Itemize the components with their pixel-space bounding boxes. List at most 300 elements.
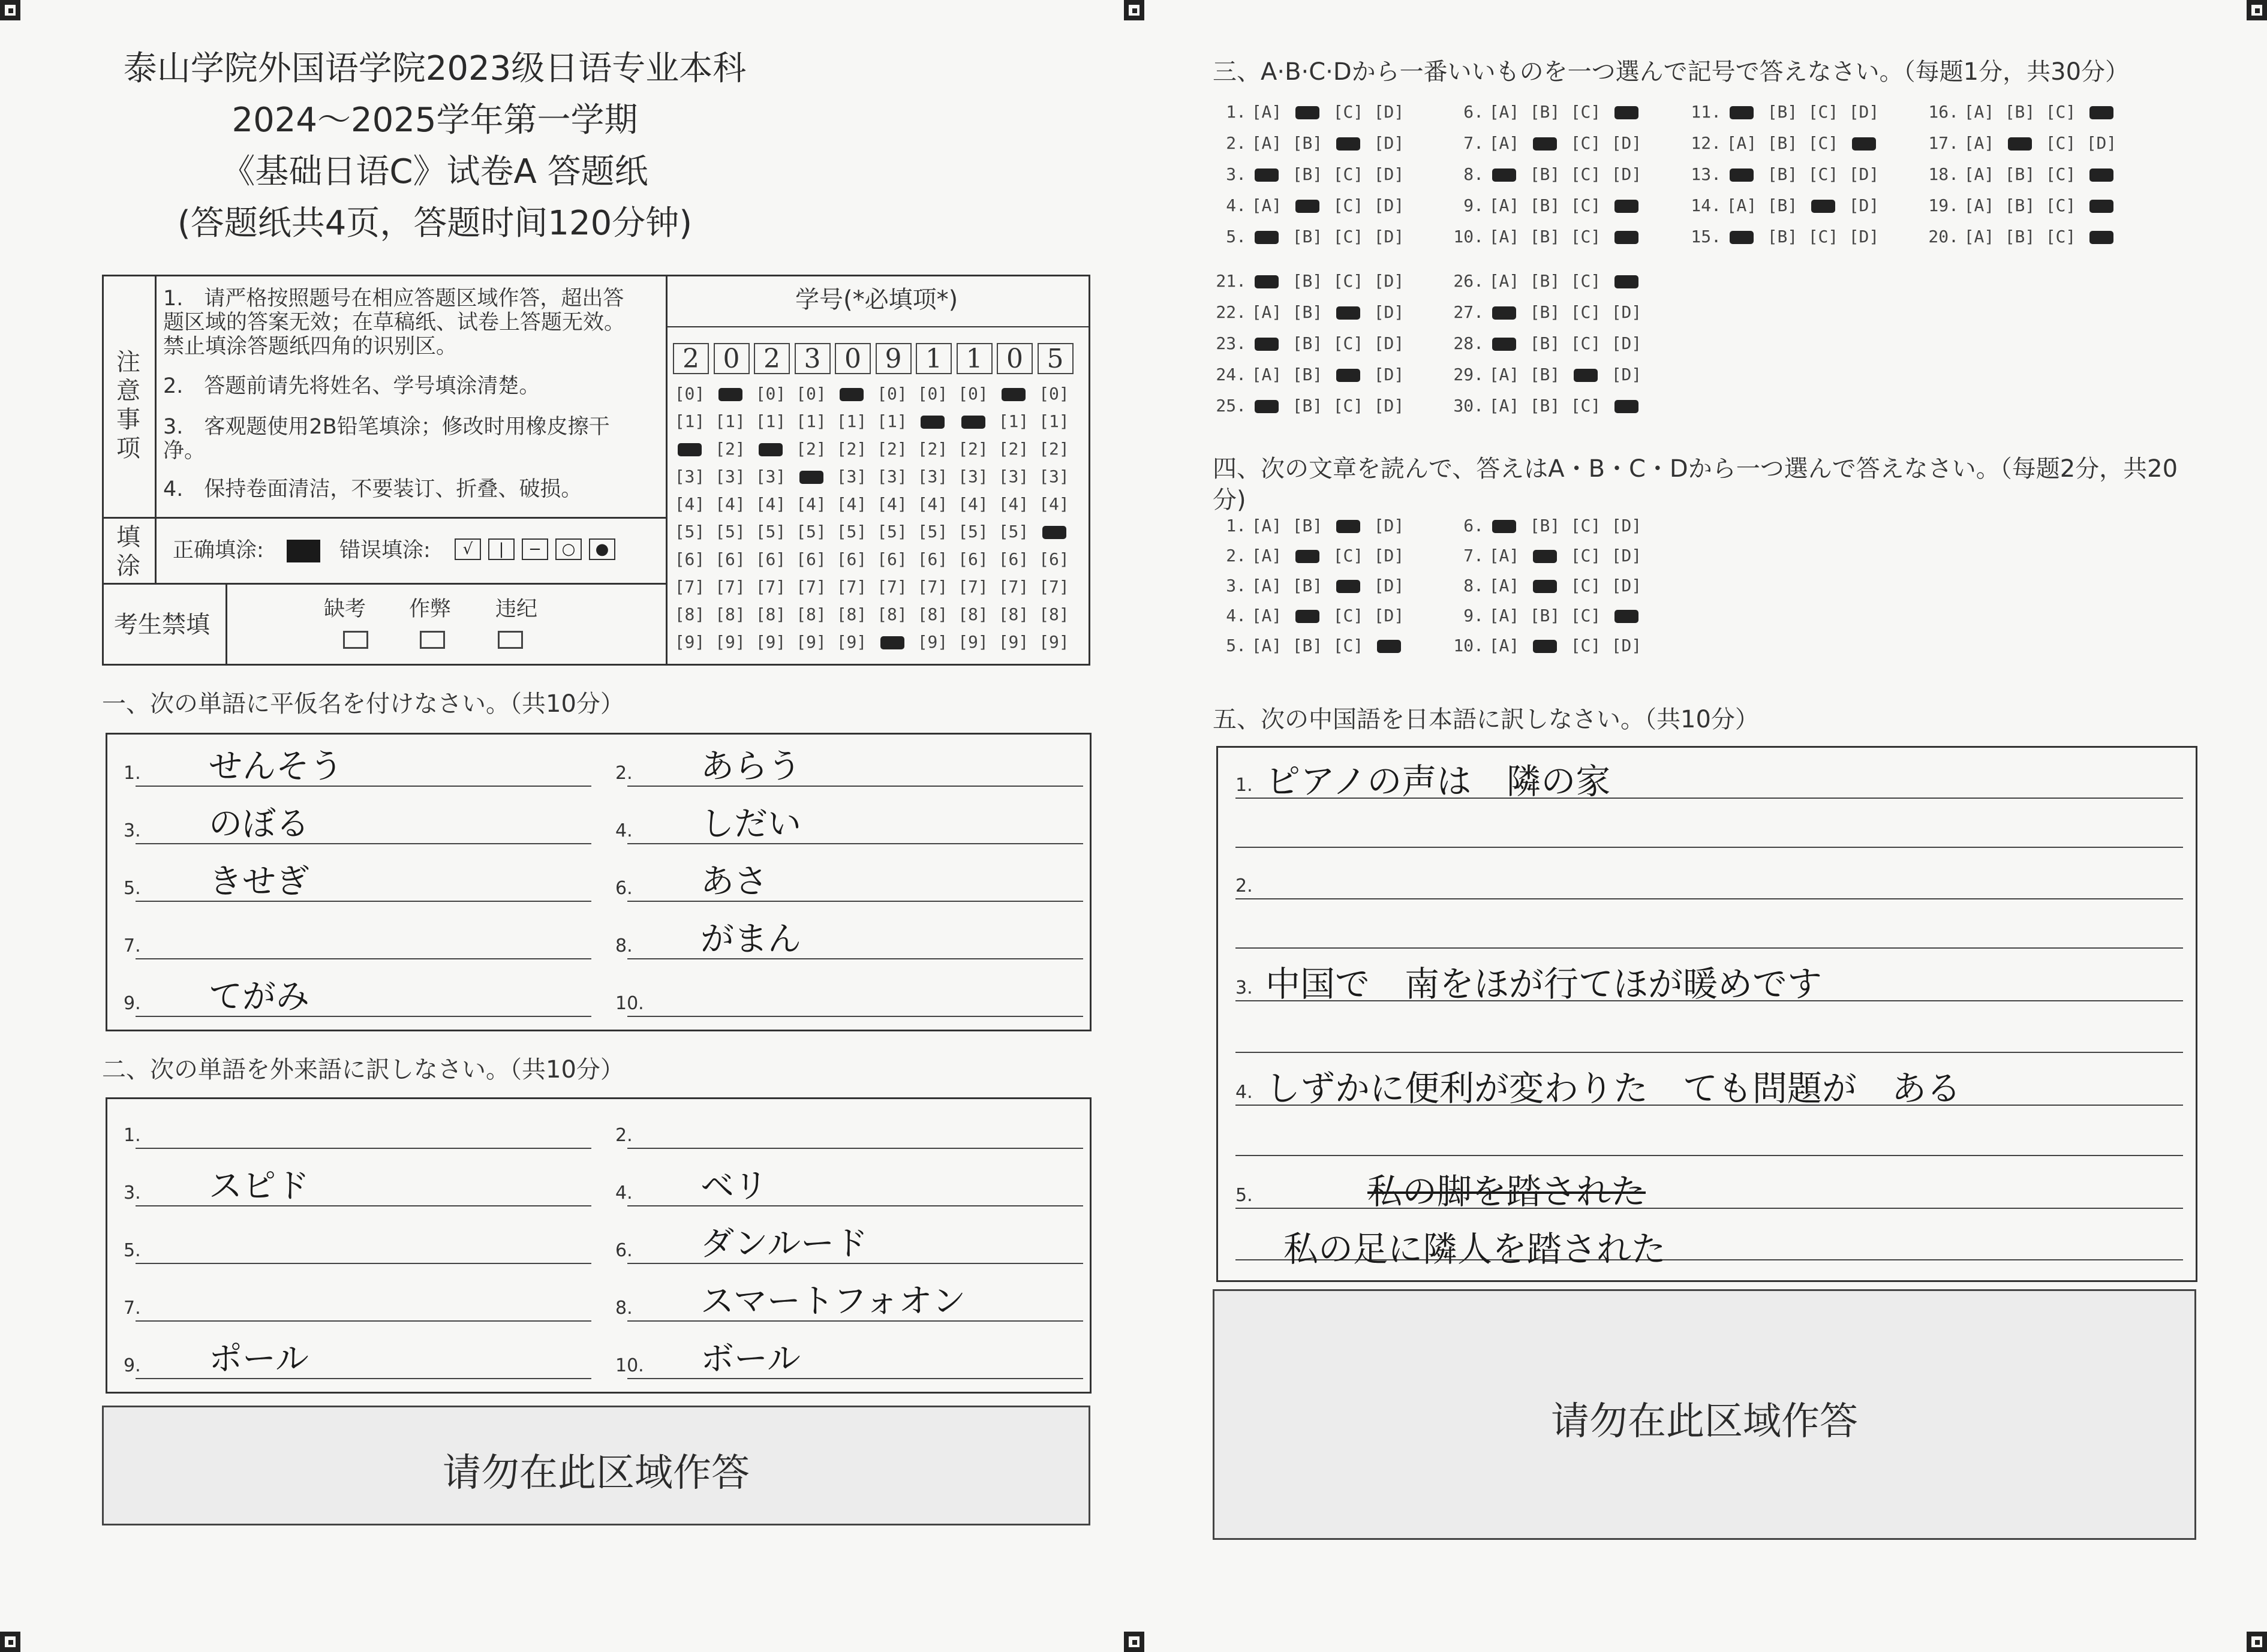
no-answer-zone-left-text: 请勿在此区域作答: [443, 1451, 750, 1495]
fill-label-divider: [155, 517, 157, 583]
student-id-digit: 2: [754, 343, 790, 374]
section1-qnum: 5.: [124, 878, 141, 899]
omr-option[interactable]: [C]: [1333, 606, 1364, 625]
omr-option[interactable]: [C]: [1570, 133, 1601, 153]
no-answer-zone-right: [1213, 1289, 2196, 1540]
section3-qnum: 28.: [1453, 333, 1484, 353]
omr-option[interactable]: [A]: [1964, 133, 1995, 153]
section3-question: [1213, 333, 1409, 353]
omr-filled-option[interactable]: [1803, 195, 1844, 215]
section1-answer: せんそう: [209, 747, 343, 786]
omr-option[interactable]: [B]: [2004, 164, 2036, 184]
omr-option[interactable]: [B]: [1292, 164, 1323, 184]
omr-option[interactable]: [D]: [1373, 365, 1405, 384]
corner-marker-top-center: [1124, 0, 1144, 20]
filled-mark: [1852, 137, 1876, 151]
omr-option[interactable]: [D]: [1848, 102, 1880, 122]
student-id-digit: 1: [916, 343, 952, 374]
omr-filled-option[interactable]: [1565, 365, 1606, 384]
omr-filled-option[interactable]: [1721, 164, 1762, 184]
omr-filled-option[interactable]: [1287, 102, 1328, 122]
omr-filled-option[interactable]: [1525, 576, 1565, 595]
filled-mark: [2008, 137, 2032, 151]
section3-qnum: 18.: [1928, 164, 1959, 184]
omr-option[interactable]: [C]: [2045, 195, 2076, 215]
omr-option[interactable]: [A]: [1489, 102, 1520, 122]
omr-option[interactable]: [C]: [1570, 396, 1601, 416]
omr-option[interactable]: [C]: [1570, 164, 1601, 184]
section3-qnum: 22.: [1216, 302, 1246, 322]
section3-question: [1213, 396, 1409, 416]
omr-option[interactable]: [B]: [1292, 271, 1323, 291]
omr-option[interactable]: [B]: [1529, 164, 1561, 184]
omr-filled-option[interactable]: [2081, 195, 2122, 215]
filled-mark: [1730, 106, 1754, 119]
omr-filled-option[interactable]: [1246, 227, 1287, 246]
omr-filled-option[interactable]: [1606, 195, 1647, 215]
omr-option[interactable]: [C]: [1570, 195, 1601, 215]
omr-option[interactable]: [A]: [1489, 576, 1520, 595]
omr-option[interactable]: [D]: [1373, 102, 1405, 122]
omr-option[interactable]: [C]: [1570, 271, 1601, 291]
omr-option[interactable]: [A]: [1251, 636, 1282, 655]
omr-option[interactable]: [A]: [1251, 195, 1282, 215]
omr-option[interactable]: [C]: [1808, 133, 1839, 153]
omr-option[interactable]: [D]: [1611, 365, 1642, 384]
section3-qnum: 1.: [1226, 102, 1246, 122]
student-id-omr-cell: [2]: [1039, 439, 1069, 459]
section2-title: 二、次の単語を外来語に訳しなさい。（共10分）: [102, 1056, 624, 1084]
section2-answer: ボール: [700, 1340, 801, 1379]
student-id-omr-cell: [3]: [836, 467, 867, 486]
student-id-omr-cell: [6]: [796, 549, 826, 569]
omr-option[interactable]: [A]: [1489, 227, 1520, 246]
omr-option[interactable]: [B]: [2004, 227, 2036, 246]
omr-filled-option[interactable]: [1246, 396, 1287, 416]
student-id-omr-cell: [8]: [1039, 604, 1069, 624]
omr-option[interactable]: [C]: [1570, 102, 1601, 122]
omr-option[interactable]: [A]: [1251, 365, 1282, 384]
section3-question: [1213, 302, 1409, 322]
section2-qnum: 2.: [615, 1125, 633, 1146]
student-id-omr-mark: [1038, 522, 1071, 541]
filled-mark: [1295, 550, 1319, 563]
section1-qnum: 1.: [124, 763, 141, 784]
omr-option[interactable]: [C]: [1570, 606, 1601, 625]
omr-option[interactable]: [C]: [1570, 227, 1601, 246]
omr-filled-option[interactable]: [2081, 164, 2122, 184]
student-id-omr-mark: [754, 439, 787, 459]
omr-option[interactable]: [C]: [1570, 516, 1601, 535]
omr-option[interactable]: [A]: [1489, 365, 1520, 384]
omr-option[interactable]: [B]: [1767, 164, 1798, 184]
omr-option[interactable]: [B]: [1767, 102, 1798, 122]
student-id-omr-cell: [9]: [958, 632, 988, 652]
student-id-omr-cell: [6]: [1039, 549, 1069, 569]
omr-option[interactable]: [C]: [1808, 227, 1839, 246]
notice-divider-bottom: [102, 517, 666, 519]
fill-wrong-label: 错误填涂:: [339, 538, 431, 562]
student-id-omr-cell: [3]: [917, 467, 948, 486]
omr-option[interactable]: [B]: [1292, 576, 1323, 595]
omr-filled-option[interactable]: [1246, 164, 1287, 184]
omr-option[interactable]: [C]: [2045, 102, 2076, 122]
fill-wrong-samples: [455, 538, 623, 560]
omr-filled-option[interactable]: [1369, 636, 1409, 655]
omr-filled-option[interactable]: [1484, 333, 1525, 353]
corner-marker-top-left: [0, 0, 20, 20]
filled-mark: [799, 471, 823, 484]
omr-option[interactable]: [A]: [1964, 164, 1995, 184]
filled-mark: [1614, 275, 1638, 288]
section5-answer-line: [1235, 947, 2183, 949]
omr-filled-option[interactable]: [1721, 102, 1762, 122]
omr-option[interactable]: [A]: [1251, 133, 1282, 153]
omr-filled-option[interactable]: [1606, 271, 1647, 291]
section1-qnum: 4.: [615, 820, 633, 841]
omr-option[interactable]: [D]: [1611, 333, 1642, 353]
filled-mark: [1533, 550, 1557, 563]
omr-option[interactable]: [D]: [1373, 396, 1405, 416]
omr-option[interactable]: [C]: [1570, 302, 1601, 322]
omr-option[interactable]: [A]: [1489, 195, 1520, 215]
omr-option[interactable]: [A]: [1251, 102, 1282, 122]
section4-question: [1450, 606, 1647, 625]
section5-answer: 中国で 南をほが行てほが暖めです: [1265, 964, 1823, 1004]
omr-option[interactable]: [B]: [1292, 365, 1323, 384]
omr-option[interactable]: [D]: [1373, 302, 1405, 322]
omr-option[interactable]: [B]: [1529, 195, 1561, 215]
filled-mark: [1730, 231, 1754, 244]
section3-question: [1450, 365, 1647, 384]
student-id-digit: 5: [1038, 343, 1074, 374]
omr-option[interactable]: [D]: [1373, 576, 1405, 595]
omr-option[interactable]: [C]: [1333, 227, 1364, 246]
student-id-label: 学号(*必填项*): [795, 286, 958, 314]
section3-qnum: 9.: [1463, 195, 1484, 215]
section4-question: [1450, 576, 1647, 595]
omr-filled-option[interactable]: [1525, 133, 1565, 153]
omr-option[interactable]: [C]: [1333, 636, 1364, 655]
omr-option[interactable]: [A]: [1489, 636, 1520, 655]
ban-label: 考生禁填: [114, 611, 210, 639]
student-id-omr-cell: [1]: [998, 411, 1029, 431]
omr-filled-option[interactable]: [1328, 576, 1369, 595]
omr-option[interactable]: [D]: [1373, 333, 1405, 353]
omr-option[interactable]: [D]: [1611, 302, 1642, 322]
section2-answer: スマートフォオン: [700, 1282, 966, 1321]
omr-option[interactable]: [A]: [1251, 516, 1282, 535]
omr-option[interactable]: [A]: [1489, 133, 1520, 153]
section1-qnum: 10.: [615, 993, 644, 1014]
omr-filled-option[interactable]: [1844, 133, 1884, 153]
student-id-omr-cell: [7]: [755, 577, 786, 597]
omr-option[interactable]: [C]: [1570, 636, 1601, 655]
filled-mark: [880, 636, 904, 649]
omr-option[interactable]: [B]: [2004, 102, 2036, 122]
filled-mark: [678, 443, 702, 456]
section1-answer-line: [627, 843, 1083, 844]
omr-option[interactable]: [A]: [1251, 546, 1282, 565]
omr-option[interactable]: [C]: [1333, 271, 1364, 291]
section1-answer-line: [136, 958, 591, 959]
section3-question: [1450, 271, 1647, 291]
omr-filled-option[interactable]: [1606, 227, 1647, 246]
omr-option[interactable]: [C]: [1808, 164, 1839, 184]
omr-option[interactable]: [B]: [1529, 606, 1561, 625]
student-id-label-divider: [668, 326, 1090, 327]
omr-option[interactable]: [B]: [1529, 333, 1561, 353]
omr-option[interactable]: [B]: [1529, 302, 1561, 322]
student-id-omr-cell: [7]: [958, 577, 988, 597]
omr-option[interactable]: [D]: [1373, 606, 1405, 625]
section3-question: [1925, 164, 2122, 184]
student-id-omr-cell: [6]: [877, 549, 907, 569]
omr-filled-option[interactable]: [1606, 606, 1647, 625]
omr-filled-option[interactable]: [1484, 164, 1525, 184]
omr-option[interactable]: [D]: [1848, 164, 1880, 184]
ban-label-divider: [226, 583, 227, 666]
wrong-dash-sample: −: [522, 538, 548, 560]
section1-answer: がまん: [700, 920, 801, 959]
omr-option[interactable]: [D]: [1373, 546, 1405, 565]
omr-option[interactable]: [A]: [1964, 195, 1995, 215]
student-id-omr-cell: [6]: [836, 549, 867, 569]
notice-item-4: 4. 保持卷面清洁，不要装订、折叠、破损。: [163, 477, 582, 501]
ban-checkbox-violation[interactable]: [498, 631, 523, 649]
section3-question: [1688, 164, 1884, 184]
omr-option[interactable]: [B]: [1292, 133, 1323, 153]
section1-qnum: 9.: [124, 993, 141, 1014]
ban-option-absent: 缺考: [324, 597, 366, 621]
omr-option[interactable]: [A]: [1964, 102, 1995, 122]
section2-answer: ベリ: [700, 1167, 768, 1206]
section3-qnum: 3.: [1226, 164, 1246, 184]
wrong-bar-sample: |: [488, 538, 515, 560]
omr-filled-option[interactable]: [1484, 516, 1525, 535]
corner-marker-bottom-left: [0, 1632, 20, 1652]
section1-qnum: 6.: [615, 878, 633, 899]
student-id-omr-cell: [2]: [836, 439, 867, 459]
omr-option[interactable]: [C]: [1333, 333, 1364, 353]
omr-option[interactable]: [D]: [1848, 227, 1880, 246]
filled-mark: [718, 388, 742, 401]
student-id-omr-cell: [8]: [917, 604, 948, 624]
omr-option[interactable]: [A]: [1726, 133, 1757, 153]
omr-filled-option[interactable]: [1328, 365, 1369, 384]
omr-option[interactable]: [B]: [1529, 102, 1561, 122]
omr-option[interactable]: [C]: [2045, 227, 2076, 246]
omr-option[interactable]: [B]: [1292, 302, 1323, 322]
student-id-omr-cell: [5]: [998, 522, 1029, 541]
omr-option[interactable]: [C]: [2045, 164, 2076, 184]
student-id-omr-cell: [3]: [877, 467, 907, 486]
omr-option[interactable]: [B]: [1767, 227, 1798, 246]
student-id-omr-cell: [6]: [998, 549, 1029, 569]
section3-qnum: 7.: [1463, 133, 1484, 153]
omr-option[interactable]: [D]: [1373, 227, 1405, 246]
omr-option[interactable]: [C]: [1808, 102, 1839, 122]
filled-mark: [1614, 200, 1638, 213]
student-id-omr-cell: [4]: [877, 494, 907, 514]
omr-option[interactable]: [A]: [1964, 227, 1995, 246]
omr-option[interactable]: [D]: [1373, 195, 1405, 215]
omr-option[interactable]: [A]: [1489, 546, 1520, 565]
omr-option[interactable]: [B]: [1767, 195, 1798, 215]
omr-filled-option[interactable]: [1287, 195, 1328, 215]
omr-filled-option[interactable]: [1484, 302, 1525, 322]
omr-option[interactable]: [B]: [1292, 333, 1323, 353]
student-id-omr-cell: [1]: [674, 411, 705, 431]
omr-option[interactable]: [B]: [1529, 365, 1561, 384]
omr-option[interactable]: [A]: [1489, 271, 1520, 291]
student-id-omr-mark: [997, 384, 1030, 404]
section3-question: [1450, 396, 1647, 416]
section2-qnum: 10.: [615, 1355, 644, 1376]
section3-qnum: 21.: [1216, 271, 1246, 291]
student-id-omr-cell: [9]: [715, 632, 745, 652]
student-id-omr-cell: [3]: [958, 467, 988, 486]
omr-option[interactable]: [B]: [1292, 636, 1323, 655]
omr-filled-option[interactable]: [1721, 227, 1762, 246]
omr-filled-option[interactable]: [2081, 102, 2122, 122]
omr-filled-option[interactable]: [1328, 133, 1369, 153]
omr-option[interactable]: [B]: [1529, 227, 1561, 246]
section1-answer-line: [136, 786, 591, 787]
omr-option[interactable]: [A]: [1489, 396, 1520, 416]
omr-option[interactable]: [D]: [1611, 516, 1642, 535]
omr-option[interactable]: [C]: [1333, 102, 1364, 122]
section2-answer-line: [627, 1378, 1083, 1379]
omr-option[interactable]: [A]: [1726, 195, 1757, 215]
section3-question: [1688, 133, 1884, 153]
omr-option[interactable]: [D]: [1611, 546, 1642, 565]
omr-filled-option[interactable]: [1246, 271, 1287, 291]
omr-option[interactable]: [D]: [1611, 576, 1642, 595]
student-id-omr-cell: [6]: [674, 549, 705, 569]
section3-qnum: 30.: [1453, 396, 1484, 416]
student-id-omr-cell: [9]: [917, 632, 948, 652]
omr-filled-option[interactable]: [1246, 333, 1287, 353]
section3-qnum: 6.: [1463, 102, 1484, 122]
filled-mark: [1336, 580, 1360, 593]
filled-mark: [1336, 306, 1360, 320]
omr-filled-option[interactable]: [1606, 396, 1647, 416]
section3-qnum: 16.: [1928, 102, 1959, 122]
omr-option[interactable]: [D]: [1373, 271, 1405, 291]
section3-question: [1688, 227, 1884, 246]
omr-filled-option[interactable]: [2081, 227, 2122, 246]
section4-title: 四、次の文章を読んで、答えはA・B・C・Dから一つ選んで答えなさい。（每题2分，共20分): [1213, 455, 2178, 514]
omr-option[interactable]: [D]: [1611, 164, 1642, 184]
omr-option[interactable]: [C]: [1333, 164, 1364, 184]
omr-option[interactable]: [B]: [1529, 516, 1561, 535]
omr-option[interactable]: [D]: [1611, 133, 1642, 153]
omr-option[interactable]: [D]: [1373, 516, 1405, 535]
filled-mark: [1255, 400, 1279, 413]
omr-option[interactable]: [C]: [1570, 546, 1601, 565]
omr-option[interactable]: [A]: [1489, 606, 1520, 625]
student-id-digit: 0: [997, 343, 1033, 374]
section5-qnum: 1.: [1235, 775, 1253, 796]
section2-answer: スピド: [209, 1167, 309, 1206]
omr-option[interactable]: [B]: [1529, 271, 1561, 291]
notice-label: 注意事项: [116, 348, 140, 462]
omr-filled-option[interactable]: [1287, 606, 1328, 625]
section1-answer-line: [627, 786, 1083, 787]
omr-option[interactable]: [C]: [1333, 546, 1364, 565]
student-id-omr-cell: [9]: [836, 632, 867, 652]
omr-option[interactable]: [B]: [2004, 195, 2036, 215]
omr-option[interactable]: [C]: [1333, 195, 1364, 215]
omr-option[interactable]: [B]: [1292, 516, 1323, 535]
omr-option[interactable]: [B]: [1292, 227, 1323, 246]
omr-option[interactable]: [D]: [1373, 133, 1405, 153]
omr-filled-option[interactable]: [1525, 546, 1565, 565]
omr-filled-option[interactable]: [1525, 636, 1565, 655]
section5-qnum: 3.: [1235, 977, 1253, 998]
omr-option[interactable]: [D]: [1611, 636, 1642, 655]
student-id-omr-cell: [5]: [755, 522, 786, 541]
omr-option[interactable]: [A]: [1251, 606, 1282, 625]
omr-option[interactable]: [A]: [1251, 576, 1282, 595]
omr-option[interactable]: [D]: [1373, 164, 1405, 184]
section4-qnum: 6.: [1463, 516, 1484, 535]
filled-mark: [1295, 200, 1319, 213]
student-id-omr-cell: [2]: [715, 439, 745, 459]
omr-option[interactable]: [B]: [1292, 396, 1323, 416]
student-id-omr-cell: [9]: [674, 632, 705, 652]
omr-option[interactable]: [C]: [1333, 396, 1364, 416]
wrong-dot-sample: ●: [589, 538, 615, 560]
ban-checkbox-cheat[interactable]: [420, 631, 445, 649]
filled-mark: [1811, 200, 1835, 213]
omr-option[interactable]: [D]: [1848, 195, 1880, 215]
omr-option[interactable]: [D]: [2086, 133, 2117, 153]
student-id-omr-cell: [7]: [836, 577, 867, 597]
section5-answer-line: [1235, 898, 2183, 899]
omr-filled-option[interactable]: [1287, 546, 1328, 565]
omr-filled-option[interactable]: [1328, 516, 1369, 535]
omr-filled-option[interactable]: [1606, 102, 1647, 122]
omr-option[interactable]: [B]: [1767, 133, 1798, 153]
student-id-omr-cell: [2]: [877, 439, 907, 459]
section1-answer: きせぎ: [209, 862, 309, 901]
section3-qnum: 20.: [1928, 227, 1959, 246]
omr-option[interactable]: [C]: [1570, 576, 1601, 595]
student-id-omr-cell: [5]: [917, 522, 948, 541]
section1-answer-line: [627, 1016, 1083, 1017]
notice-item-2: 2. 答题前请先将姓名、学号填涂清楚。: [163, 374, 540, 398]
filled-mark: [1255, 275, 1279, 288]
corner-marker-top-right: [2247, 0, 2267, 20]
omr-option[interactable]: [B]: [1529, 396, 1561, 416]
omr-option[interactable]: [C]: [2045, 133, 2076, 153]
section1-answer: あさ: [700, 862, 768, 901]
ban-checkbox-absent[interactable]: [343, 631, 368, 649]
student-id-omr-cell: [8]: [836, 604, 867, 624]
omr-filled-option[interactable]: [1328, 302, 1369, 322]
student-id-omr-mark: [714, 384, 747, 404]
omr-filled-option[interactable]: [2000, 133, 2040, 153]
student-id-omr-cell: [1]: [1039, 411, 1069, 431]
omr-option[interactable]: [A]: [1251, 302, 1282, 322]
corner-marker-bottom-center: [1124, 1632, 1144, 1652]
corner-marker-bottom-right: [2247, 1632, 2267, 1652]
section4-question: [1213, 576, 1409, 595]
omr-option[interactable]: [C]: [1570, 333, 1601, 353]
section5-answer-line: [1235, 1155, 2183, 1156]
